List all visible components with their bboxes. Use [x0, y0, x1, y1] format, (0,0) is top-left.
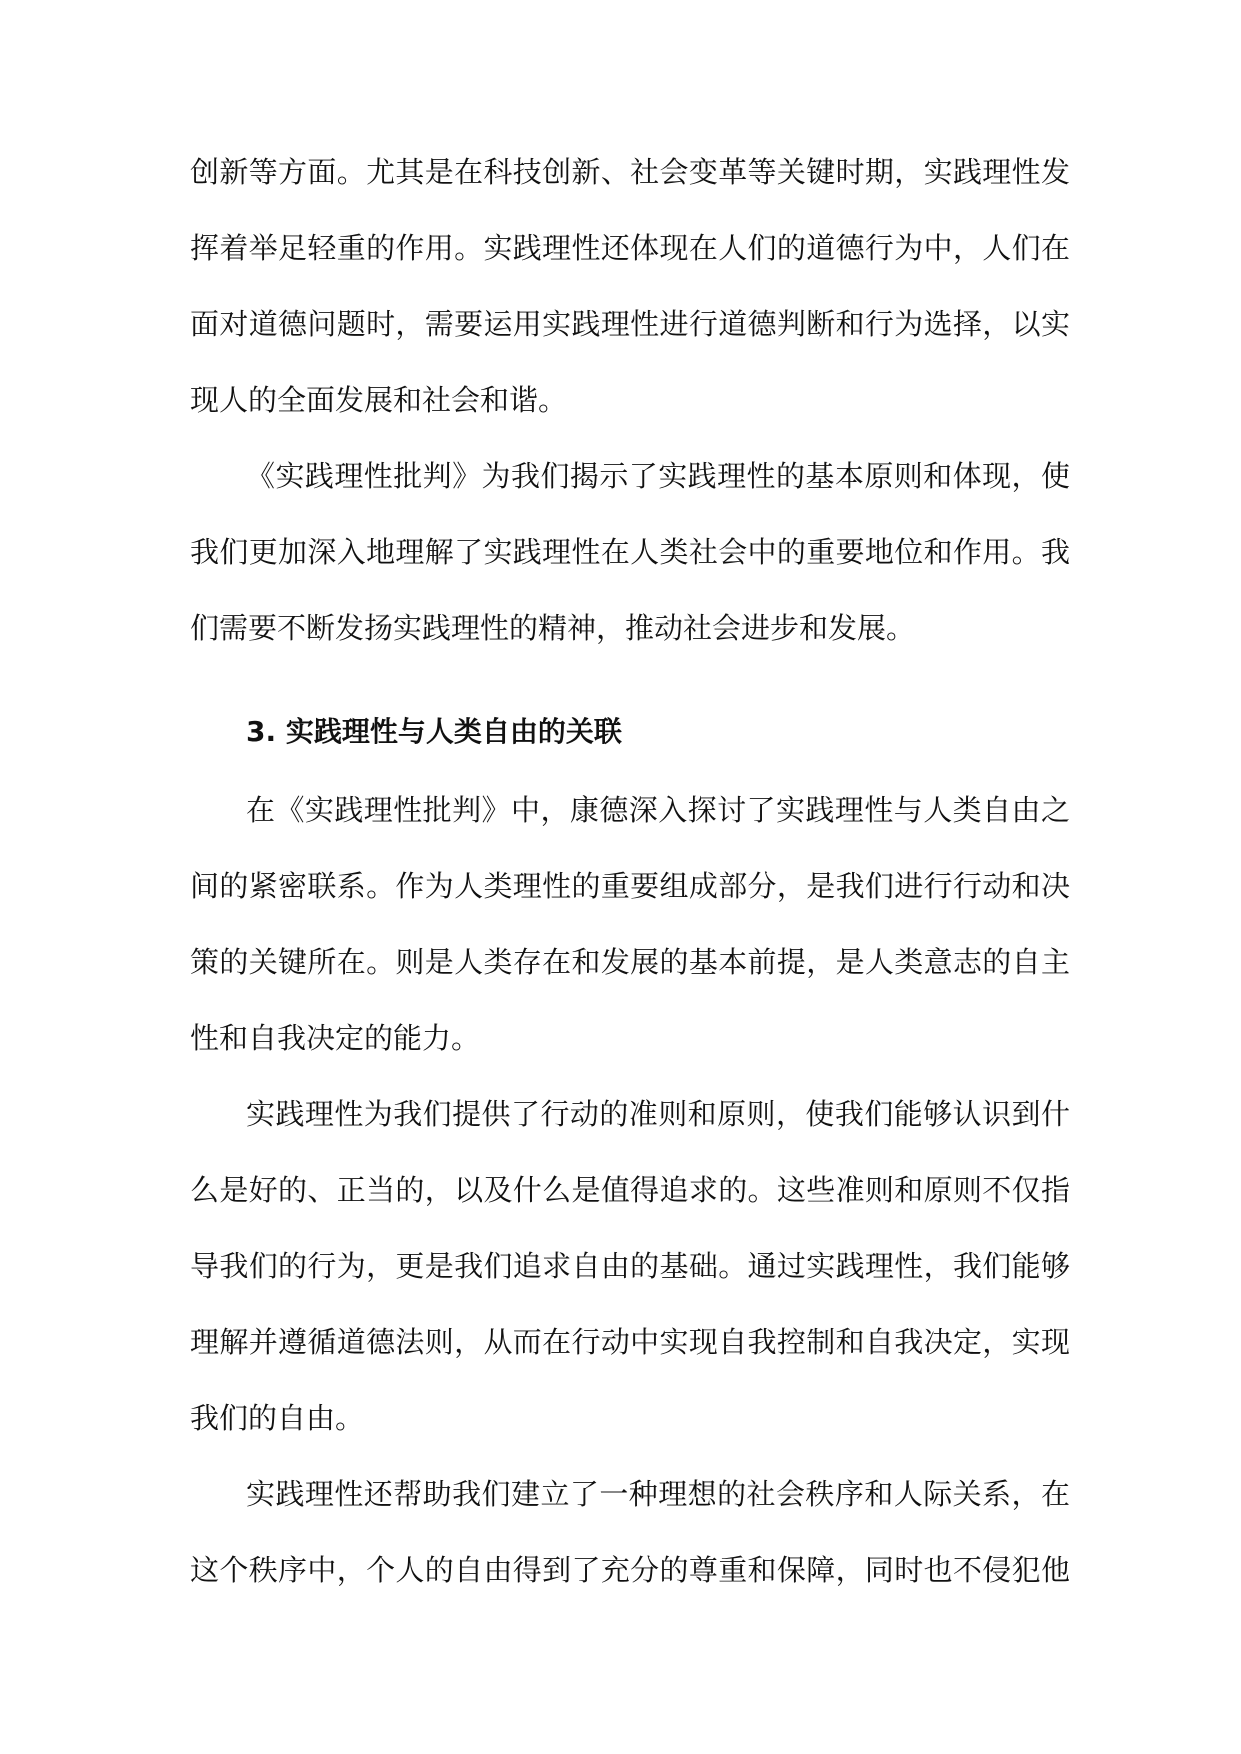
text-line: 《实践理性批判》为我们揭示了实践理性的基本原则和体现，使 [246, 459, 1070, 493]
text-line: 实践理性还帮助我们建立了一种理想的社会秩序和人际关系，在 [246, 1477, 1070, 1511]
text-line: 么是好的、正当的，以及什么是值得追求的。这些准则和原则不仅指 [190, 1173, 1070, 1207]
text-line: 们需要不断发扬实践理性的精神，推动社会进步和发展。 [190, 611, 916, 645]
text-line: 这个秩序中，个人的自由得到了充分的尊重和保障，同时也不侵犯他 [190, 1553, 1070, 1587]
text-line: 策的关键所在。则是人类存在和发展的基本前提，是人类意志的自主 [190, 945, 1070, 979]
section-heading: 3. 实践理性与人类自由的关联 [246, 715, 622, 748]
text-line: 面对道德问题时，需要运用实践理性进行道德判断和行为选择，以实 [190, 307, 1070, 341]
text-line: 我们的自由。 [190, 1401, 365, 1435]
text-line: 现人的全面发展和社会和谐。 [190, 383, 568, 417]
text-line: 实践理性为我们提供了行动的准则和原则，使我们能够认识到什 [246, 1097, 1070, 1131]
text-line: 间的紧密联系。作为人类理性的重要组成部分，是我们进行行动和决 [190, 869, 1070, 903]
text-line: 我们更加深入地理解了实践理性在人类社会中的重要地位和作用。我 [190, 535, 1070, 569]
text-line: 挥着举足轻重的作用。实践理性还体现在人们的道德行为中，人们在 [190, 231, 1070, 265]
text-line: 导我们的行为，更是我们追求自由的基础。通过实践理性，我们能够 [190, 1249, 1070, 1283]
text-line: 性和自我决定的能力。 [190, 1021, 481, 1055]
text-line: 理解并遵循道德法则，从而在行动中实现自我控制和自我决定，实现 [190, 1325, 1070, 1359]
text-line: 在《实践理性批判》中，康德深入探讨了实践理性与人类自由之 [246, 793, 1070, 827]
text-line: 创新等方面。尤其是在科技创新、社会变革等关键时期，实践理性发 [190, 155, 1070, 189]
